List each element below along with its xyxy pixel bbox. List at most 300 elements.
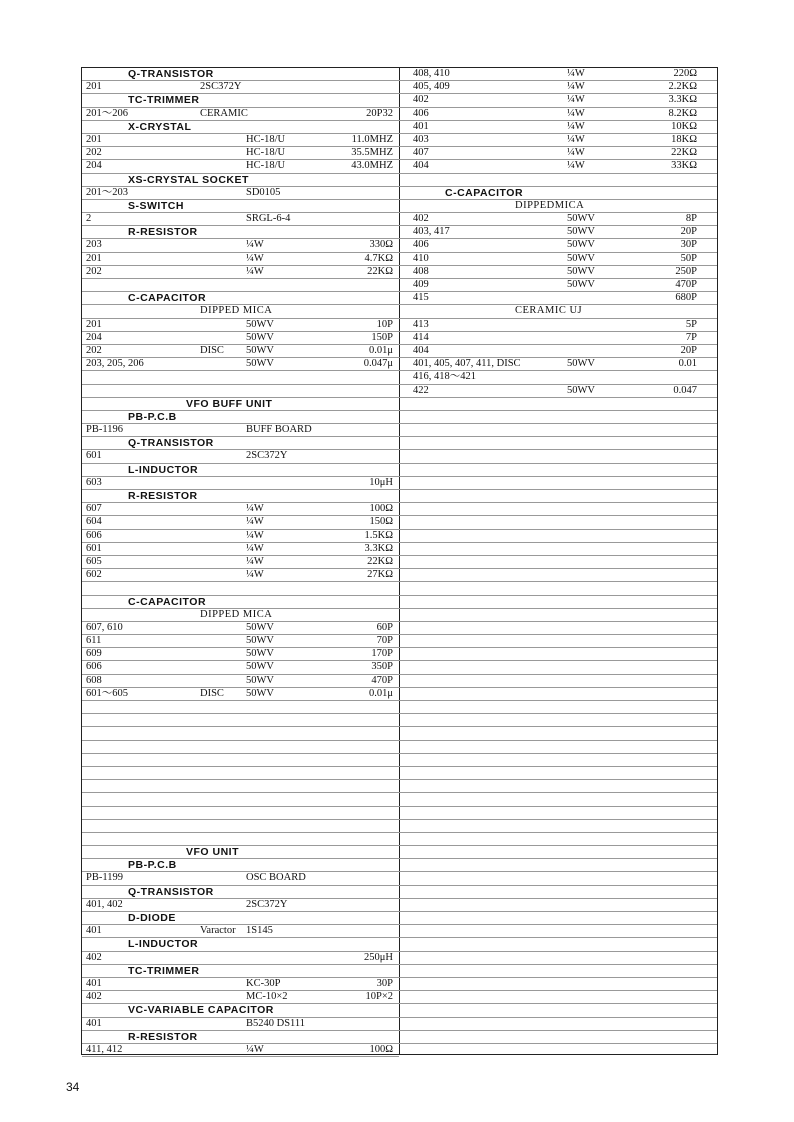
blank-row [399, 978, 717, 991]
part-spec: ¼W [246, 503, 264, 515]
part-reference: 414 [413, 331, 429, 343]
subsection-heading: DIPPED MICA [200, 305, 273, 317]
unit-heading: VFO UNIT [186, 846, 239, 859]
blank-row [399, 516, 717, 529]
part-spec: 2SC372Y [246, 898, 288, 910]
part-value: 150P [371, 331, 393, 343]
part-row [82, 516, 399, 529]
part-description: DISC [200, 687, 224, 699]
part-spec: 50WV [246, 635, 274, 647]
part-row [82, 648, 399, 661]
section-heading: C-CAPACITOR [445, 186, 524, 199]
part-row [82, 688, 399, 701]
part-reference: 401, 402 [86, 898, 123, 910]
part-value: 10P [376, 318, 393, 330]
part-spec: 50WV [567, 226, 595, 238]
blank-row [399, 793, 717, 806]
part-value: 100Ω [369, 1043, 393, 1055]
part-reference: 605 [86, 555, 102, 567]
part-reference: 2 [86, 213, 92, 225]
part-reference: 402 [86, 991, 102, 1003]
part-description: DISC [200, 344, 224, 356]
blank-row [399, 965, 717, 978]
part-row [399, 345, 717, 358]
part-reference: 402 [86, 951, 102, 963]
part-row [82, 345, 399, 358]
blank-row [399, 833, 717, 846]
part-spec: 50WV [567, 252, 595, 264]
part-reference: 609 [86, 648, 102, 660]
section-heading-row [82, 174, 399, 187]
blank-row [399, 1004, 717, 1017]
part-spec: 50WV [246, 661, 274, 673]
blank-row [82, 371, 399, 384]
part-row [82, 543, 399, 556]
part-row [82, 872, 399, 885]
part-row [399, 108, 717, 121]
part-spec: 2SC372Y [246, 450, 288, 462]
blank-row [399, 648, 717, 661]
blank-row [399, 688, 717, 701]
part-value: 3.3KΩ [668, 94, 697, 106]
right-column [399, 68, 717, 1054]
part-reference: 203, 205, 206 [86, 358, 144, 370]
blank-row [399, 609, 717, 622]
part-reference: 202 [86, 265, 102, 277]
part-value: 50P [680, 252, 697, 264]
blank-row [399, 661, 717, 674]
part-row [82, 925, 399, 938]
part-reference: 601～605 [86, 687, 128, 699]
blank-row [399, 807, 717, 820]
part-value: 27KΩ [367, 569, 393, 581]
part-value: 330Ω [369, 239, 393, 251]
part-reference: 408, 410 [413, 68, 450, 79]
section-heading: XS-CRYSTAL SOCKET [128, 173, 249, 186]
part-reference: 401 [86, 925, 102, 937]
part-spec: SRGL-6-4 [246, 213, 291, 225]
part-reference: 403 [413, 133, 429, 145]
part-row [82, 675, 399, 688]
part-spec: 50WV [567, 279, 595, 290]
part-spec: 1S145 [246, 925, 273, 937]
parts-list-table [81, 67, 718, 1055]
part-row [399, 147, 717, 160]
blank-row [399, 846, 717, 859]
part-row [82, 134, 399, 147]
part-spec: 50WV [246, 674, 274, 686]
part-value: 11.0MHZ [351, 133, 393, 145]
part-value: 250P [675, 265, 697, 277]
blank-row [399, 886, 717, 899]
part-spec: ¼W [246, 555, 264, 567]
part-reference: 604 [86, 516, 102, 528]
blank-row [399, 174, 717, 187]
part-row [399, 160, 717, 173]
section-heading: L-INDUCTOR [128, 938, 199, 951]
part-value: 30P [376, 977, 393, 989]
section-heading-row [82, 68, 399, 81]
blank-row [399, 727, 717, 740]
blank-row [82, 807, 399, 820]
part-reference: 402 [413, 94, 429, 106]
part-reference: 404 [413, 160, 429, 172]
blank-row [399, 424, 717, 437]
blank-row [399, 780, 717, 793]
unit-heading-row [82, 398, 399, 411]
part-value: 350P [371, 661, 393, 673]
part-row [82, 147, 399, 160]
blank-row [399, 767, 717, 780]
part-reference: 407 [413, 147, 429, 159]
blank-row [399, 437, 717, 450]
section-heading-row [82, 411, 399, 424]
part-spec: B5240 DS111 [246, 1017, 306, 1029]
part-value: 10KΩ [671, 120, 697, 132]
blank-row [399, 556, 717, 569]
section-heading: R-RESISTOR [128, 226, 198, 239]
blank-row [399, 543, 717, 556]
section-heading-row [82, 1004, 399, 1017]
part-value: 0.01μ [368, 687, 393, 699]
part-row [399, 358, 717, 371]
part-row [82, 530, 399, 543]
section-heading-row [82, 965, 399, 978]
part-row [399, 319, 717, 332]
part-row [399, 239, 717, 252]
part-row [399, 385, 717, 398]
part-value: 33KΩ [671, 160, 697, 172]
part-row [82, 424, 399, 437]
part-value: 5P [685, 318, 697, 330]
subsection-heading: DIPPEDMICA [515, 199, 585, 211]
part-value: 100Ω [369, 503, 393, 515]
part-reference: 201 [86, 133, 102, 145]
section-heading: D-DIODE [128, 912, 176, 924]
part-spec: HC-18/U [246, 133, 286, 145]
part-row [82, 556, 399, 569]
blank-row [82, 833, 399, 846]
blank-row [399, 859, 717, 872]
part-value: 22KΩ [671, 147, 697, 159]
part-reference: 201～206 [86, 107, 128, 119]
section-heading-row [82, 437, 399, 450]
part-spec: KC-30P [246, 977, 281, 989]
part-value: 0.047μ [363, 358, 393, 370]
part-reference: 607 [86, 503, 102, 515]
blank-row [399, 582, 717, 595]
part-row [82, 332, 399, 345]
blank-row [399, 741, 717, 754]
section-heading: TC-TRIMMER [128, 94, 200, 107]
section-heading-row [82, 938, 399, 951]
part-value: 35.5MHZ [351, 147, 393, 159]
section-heading-row [82, 490, 399, 503]
unit-heading: VFO BUFF UNIT [186, 397, 273, 410]
part-reference: 608 [86, 674, 102, 686]
part-spec: 50WV [567, 213, 595, 225]
part-value: 20P32 [366, 107, 393, 119]
part-spec: ¼W [567, 107, 585, 119]
part-spec: ¼W [567, 94, 585, 106]
blank-row [399, 477, 717, 490]
unit-heading-row [82, 846, 399, 859]
part-reference: 408 [413, 265, 429, 277]
part-row [82, 239, 399, 252]
part-spec: 50WV [567, 358, 595, 370]
subsection-heading-row [82, 609, 399, 622]
part-spec: 50WV [567, 239, 595, 251]
part-spec: ¼W [246, 529, 264, 541]
part-spec: ¼W [246, 1043, 264, 1055]
part-spec: 50WV [567, 384, 595, 396]
blank-row [399, 938, 717, 951]
blank-row [399, 1031, 717, 1044]
part-row [82, 569, 399, 582]
part-reference: 402 [413, 213, 429, 225]
blank-row [399, 714, 717, 727]
section-heading: C-CAPACITOR [128, 292, 207, 305]
part-reference: 201 [86, 318, 102, 330]
section-heading: R-RESISTOR [128, 490, 198, 502]
part-spec: 50WV [246, 358, 274, 370]
section-heading: Q-TRANSISTOR [128, 437, 214, 450]
blank-row [82, 279, 399, 292]
blank-row [399, 464, 717, 477]
part-spec: 50WV [246, 318, 274, 330]
part-reference: 411, 412 [86, 1043, 123, 1055]
part-value: 22KΩ [367, 265, 393, 277]
part-row [82, 319, 399, 332]
section-heading: PB-P.C.B [128, 410, 177, 423]
part-spec: 50WV [246, 621, 274, 633]
part-reference: 606 [86, 661, 102, 673]
section-heading-row [82, 859, 399, 872]
part-row [399, 292, 717, 305]
part-reference: 606 [86, 529, 102, 541]
blank-row [399, 450, 717, 463]
part-row [399, 134, 717, 147]
blank-row [399, 952, 717, 965]
section-heading: TC-TRIMMER [128, 964, 200, 977]
section-heading-row [82, 200, 399, 213]
part-value: 10μH [369, 476, 393, 488]
part-value: 470P [371, 674, 393, 686]
part-reference: 406 [413, 107, 429, 119]
part-reference: 204 [86, 331, 102, 343]
part-row [82, 661, 399, 674]
part-row [82, 477, 399, 490]
blank-row [399, 820, 717, 833]
part-spec: OSC BOARD [246, 872, 306, 884]
part-spec: 50WV [246, 687, 274, 699]
section-heading-row [82, 121, 399, 134]
section-heading-row [82, 596, 399, 609]
blank-row [399, 912, 717, 925]
part-reference: 201 [86, 81, 102, 93]
blank-row [82, 767, 399, 780]
part-reference: 602 [86, 569, 102, 581]
part-row [82, 187, 399, 200]
page-number: 34 [66, 1080, 80, 1094]
part-row [82, 1044, 399, 1057]
part-reference: 203 [86, 239, 102, 251]
blank-row [399, 596, 717, 609]
blank-row [399, 569, 717, 582]
part-row [399, 279, 717, 292]
part-reference: 406 [413, 239, 429, 251]
blank-row [399, 490, 717, 503]
part-spec: 50WV [246, 648, 274, 660]
part-value: 30P [680, 239, 697, 251]
part-reference: 601 [86, 450, 102, 462]
blank-row [399, 925, 717, 938]
blank-row [399, 503, 717, 516]
part-row [399, 121, 717, 134]
part-row [82, 635, 399, 648]
section-heading: R-RESISTOR [128, 1030, 198, 1043]
part-spec: ¼W [567, 160, 585, 172]
part-spec: ¼W [567, 68, 585, 79]
part-value: 18KΩ [671, 133, 697, 145]
blank-row [82, 754, 399, 767]
part-row [82, 160, 399, 173]
part-row [399, 213, 717, 226]
part-value: 1.5KΩ [364, 529, 393, 541]
subsection-heading: DIPPED MICA [200, 608, 273, 620]
part-value: 8P [685, 213, 697, 225]
section-heading-row [82, 226, 399, 239]
blank-row [399, 754, 717, 767]
blank-row [82, 780, 399, 793]
part-reference: 601 [86, 542, 102, 554]
part-spec: ¼W [246, 569, 264, 581]
section-heading: Q-TRANSISTOR [128, 68, 214, 80]
part-spec: HC-18/U [246, 147, 286, 159]
part-spec: ¼W [246, 542, 264, 554]
part-reference: 201 [86, 252, 102, 264]
section-heading-row [82, 292, 399, 305]
part-row [82, 81, 399, 94]
part-row [82, 991, 399, 1004]
part-reference: 202 [86, 147, 102, 159]
part-value: 680P [675, 292, 697, 304]
blank-row [399, 635, 717, 648]
part-reference: 405, 409 [413, 81, 450, 93]
part-spec: ¼W [246, 239, 264, 251]
part-value: 220Ω [673, 68, 697, 79]
part-reference: 422 [413, 384, 429, 396]
part-value: 250μH [364, 951, 393, 963]
part-value: 22KΩ [367, 555, 393, 567]
part-reference: PB-1199 [86, 872, 123, 884]
section-heading-row [82, 1031, 399, 1044]
part-description: CERAMIC [200, 107, 248, 119]
part-spec: ¼W [567, 120, 585, 132]
part-row [82, 952, 399, 965]
part-spec: SD0105 [246, 186, 281, 198]
section-heading: S-SWITCH [128, 199, 184, 212]
blank-row [399, 991, 717, 1004]
blank-row [82, 741, 399, 754]
part-reference: 611 [86, 635, 102, 647]
blank-row [399, 530, 717, 543]
part-value: 0.01μ [368, 344, 393, 356]
part-value: 2.2KΩ [668, 81, 697, 93]
part-row [399, 68, 717, 81]
part-spec: HC-18/U [246, 160, 286, 172]
part-value: 20P [680, 344, 697, 356]
part-reference: 401 [413, 120, 429, 132]
part-row [399, 94, 717, 107]
part-spec: ¼W [246, 265, 264, 277]
part-reference: 415 [413, 292, 429, 304]
subsection-heading-row [399, 200, 717, 213]
part-reference: 401 [86, 977, 102, 989]
blank-row [399, 1018, 717, 1031]
part-reference: 603 [86, 476, 102, 488]
part-spec: 50WV [246, 344, 274, 356]
part-description: 2SC372Y [200, 81, 242, 93]
part-value: 170P [371, 648, 393, 660]
part-value: 3.3KΩ [364, 542, 393, 554]
section-heading: Q-TRANSISTOR [128, 885, 214, 898]
part-row [399, 332, 717, 345]
part-value: 20P [680, 226, 697, 238]
subsection-heading-row [399, 305, 717, 318]
part-value: 8.2KΩ [668, 107, 697, 119]
part-reference: 409 [413, 279, 429, 290]
blank-row [399, 675, 717, 688]
blank-row [399, 701, 717, 714]
part-row [399, 226, 717, 239]
blank-row [399, 411, 717, 424]
blank-row [82, 714, 399, 727]
part-description: Varactor [200, 925, 236, 937]
section-heading: VC-VARIABLE CAPACITOR [128, 1004, 274, 1017]
section-heading-row [399, 187, 717, 200]
section-heading-row [82, 464, 399, 477]
part-reference: 413 [413, 318, 429, 330]
section-heading: C-CAPACITOR [128, 595, 207, 608]
part-value: 43.0MHZ [351, 160, 393, 172]
part-value: 470P [675, 279, 697, 290]
part-value: 10P×2 [365, 991, 393, 1003]
part-reference: 201～203 [86, 186, 128, 198]
part-row [399, 266, 717, 279]
part-row [82, 450, 399, 463]
part-value: 0.01 [678, 358, 697, 370]
part-row [399, 81, 717, 94]
blank-row [399, 899, 717, 912]
subsection-heading: CERAMIC UJ [515, 305, 583, 317]
blank-row [82, 582, 399, 595]
blank-row [82, 793, 399, 806]
subsection-heading-row [82, 305, 399, 318]
part-spec: ¼W [567, 147, 585, 159]
part-value: 4.7KΩ [364, 252, 393, 264]
part-reference: 204 [86, 160, 102, 172]
part-row [82, 213, 399, 226]
part-reference: 607, 610 [86, 621, 123, 633]
section-heading-row [82, 886, 399, 899]
part-spec: ¼W [567, 133, 585, 145]
part-spec: ¼W [246, 516, 264, 528]
part-spec: 50WV [246, 331, 274, 343]
left-column [82, 68, 400, 1054]
part-value: 0.047 [673, 384, 697, 396]
blank-row [82, 820, 399, 833]
